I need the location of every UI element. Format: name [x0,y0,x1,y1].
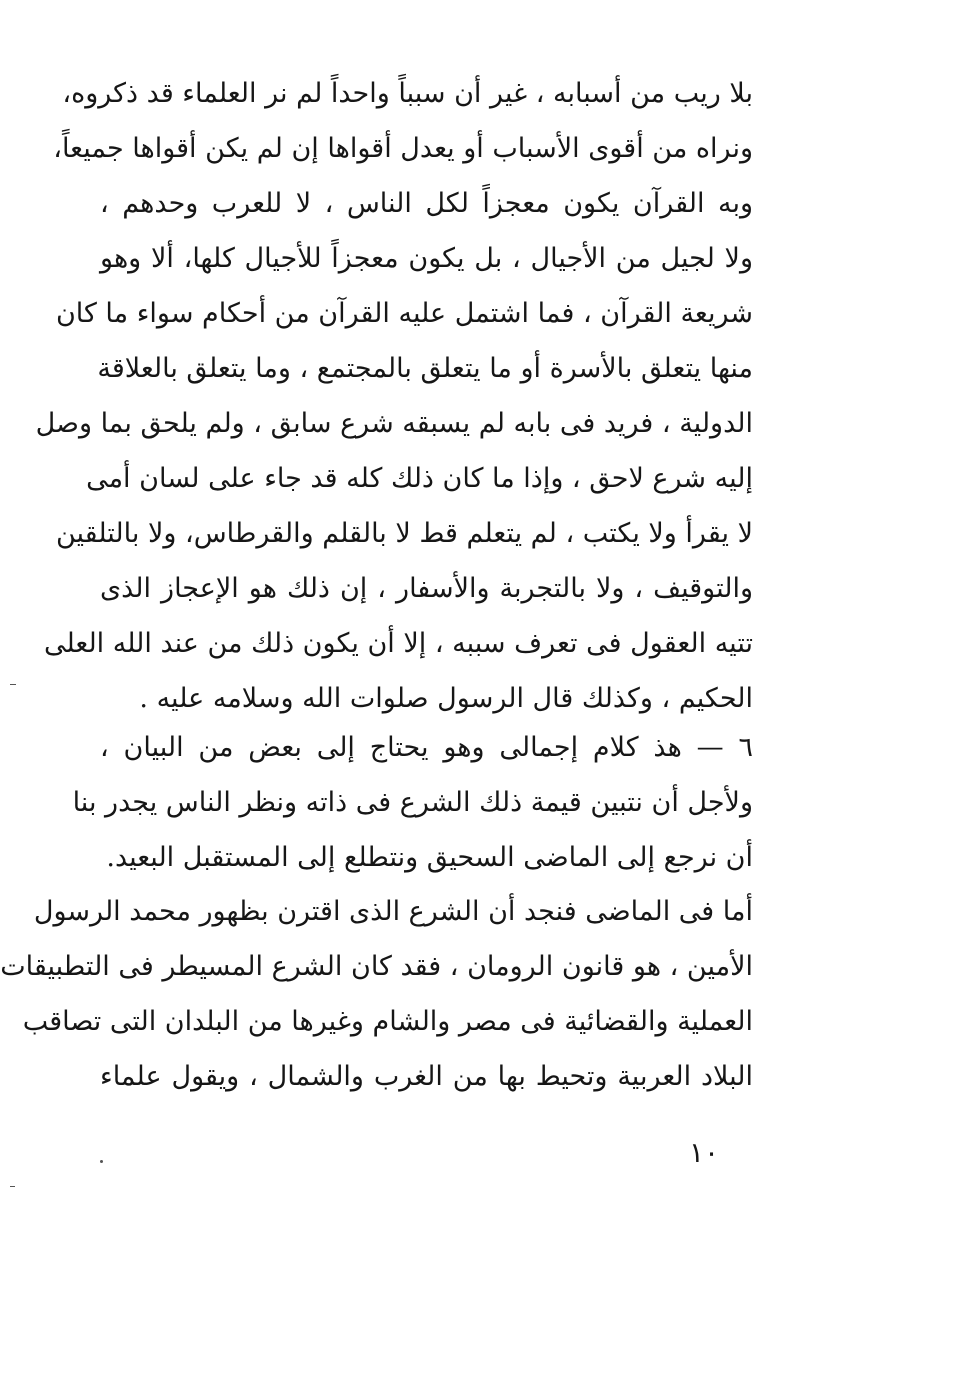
text-line: أن نرجع إلى الماضى السحيق ونتطلع إلى المستقبل البعيد. [106,842,753,873]
text-line: والتوقيف ، ولا بالتجربة والأسفار ، إن ذلك هو الإعجاز الذى [100,573,753,604]
page-number: ١٠ [688,1136,720,1169]
text-line: الأمين ، هو قانون الرومان ، فقد كان الشرع المسيطر فى التطبيقات [0,951,753,982]
scan-speck [10,1186,15,1187]
scan-speck [100,1160,103,1163]
text-line: ٦ — هذ كلام إجمالى وهو يحتاج إلى بعض من البيان ، [100,732,753,763]
text-line: ولا لجيل من الأجيال ، بل يكون معجزاً للأجيال كلها، ألا وهو [100,243,753,274]
text-line: إليه شرع لاحق ، وإذا ما كان ذلك كله قد جاء على لسان أمى [86,463,753,494]
text-line: شريعة القرآن ، فما اشتمل عليه القرآن من أحكام سواء ما كان [55,298,753,329]
paragraph-3 [0,884,753,1104]
text-line: أما فى الماضى فنجد أن الشرع الذى اقترن بظهور محمد الرسول [33,896,753,927]
text-line: وبه القرآن يكون معجزاً لكل الناس ، لا للعرب وحدهم ، [100,188,753,219]
text-line: ولأجل أن نتبين قيمة ذلك الشرع فى ذاته ونظر الناس يجدر بنا [72,787,753,818]
text-line: ونراه من أقوى الأسباب أو يعدل أقواها إن لم يكن أقواها جميعاً، [53,133,753,164]
scan-speck [10,684,16,685]
text-line: العملية والقضائية فى مصر والشام وغيرها من البلدان التى تصاقب [22,1006,753,1037]
paragraph-1 [35,66,753,726]
text-line: الحكيم ، وكذلك قال الرسول صلوات الله وسلامه عليه . [139,683,753,714]
paragraph-2 [72,720,753,885]
text-line: بلا ريب من أسبابه ، غير أن سبباً واحداً لم نر العلماء قد ذكروه، [62,78,753,109]
text-line: الدولية ، فريد فى بابه لم يسبقه شرع سابق ، ولم يلحق بما وصل [35,408,753,439]
text-line: لا يقرأ ولا يكتب ، لم يتعلم قط لا بالقلم والقرطاس، ولا بالتلقين [55,518,753,549]
text-line: البلاد العربية وتحيط بها من الغرب والشمال ، ويقول علماء [100,1061,753,1092]
text-line: تتيه العقول فى تعرف سببه ، إلا أن يكون ذلك من عند الله العلى [43,628,753,659]
text-line: منها يتعلق بالأسرة أو ما يتعلق بالمجتمع ، وما يتعلق بالعلاقة [97,353,753,384]
